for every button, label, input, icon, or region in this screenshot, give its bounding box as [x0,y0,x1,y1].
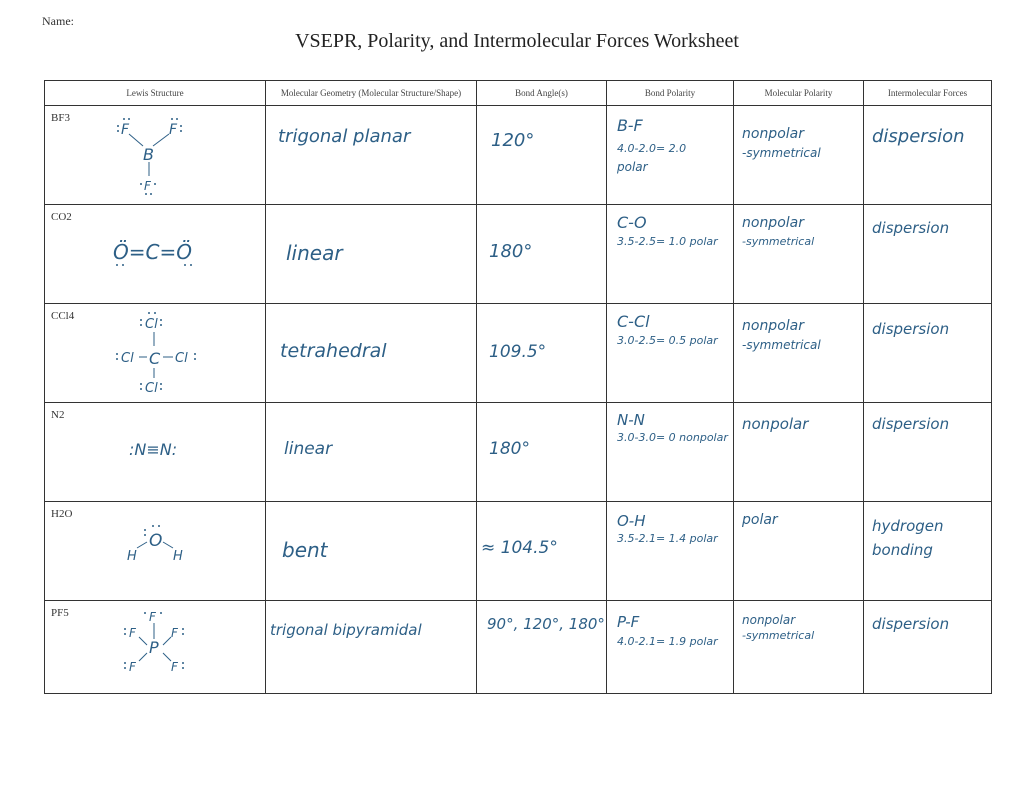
lewis-ligand: F [171,626,178,640]
lewis-ligand: F [149,610,156,624]
bond-calc: 4.0-2.1= 1.9 polar [617,635,718,648]
bond-angle-value: 109.5° [489,342,547,362]
lewis-structure-n2 [45,403,265,501]
lewis-ligand: Cl [145,317,158,332]
lewis-structure-co2 [45,205,265,303]
col-header-bond-polarity: Bond Polarity [607,81,734,106]
formula: H2O [51,508,73,520]
imf-value: dispersion [872,415,950,433]
bond-angle-value: 120° [491,130,535,151]
worksheet-title: VSEPR, Polarity, and Intermolecular Forces Worksheet [295,30,739,52]
lewis-text: Ö=C=Ö [113,240,192,264]
bond-result: polar [617,160,648,174]
lewis-ligand: Cl [175,351,188,366]
table-row [45,304,992,403]
lewis-structure-pf5 [45,601,265,693]
lewis-structure-h2o [45,502,265,600]
molecular-polarity-value: nonpolar [742,318,804,334]
imf-value: dispersion [872,126,965,147]
table-row [45,502,992,601]
lewis-ligand: F [129,660,136,674]
bond-pair: C-Cl [617,312,650,331]
bond-angle-value: 180° [489,439,530,459]
geometry-value: tetrahedral [280,340,387,362]
formula: CO2 [51,211,72,223]
lewis-structure-bf3 [45,106,265,204]
bond-calc: 3.5-2.1= 1.4 polar [617,532,718,545]
bond-angle-value: 180° [489,241,533,262]
lewis-ligand: H [127,549,137,564]
molecular-polarity-note: -symmetrical [742,146,821,160]
formula: N2 [51,409,65,421]
bond-calc: 3.0-3.0= 0 nonpolar [617,431,728,444]
col-header-molecular-polarity: Molecular Polarity [734,81,864,106]
col-header-imf: Intermolecular Forces [864,81,992,106]
molecular-polarity-value: nonpolar [742,215,804,231]
bond-calc: 3.5-2.5= 1.0 polar [617,235,718,248]
table-row [45,205,992,304]
lewis-ligand: H [173,549,183,564]
col-header-geometry: Molecular Geometry (Molecular Structure/Shape) [266,81,477,106]
lewis-ligand: F [129,626,136,640]
formula: BF3 [51,112,70,124]
geometry-value: linear [286,241,343,265]
header-row [45,81,992,106]
molecular-polarity-value: nonpolar [742,126,804,142]
bond-calc: 3.0-2.5= 0.5 polar [617,334,718,347]
bond-angle-value: 90°, 120°, 180° [487,615,605,633]
lewis-center: B [143,145,154,164]
table-row [45,106,992,205]
lewis-ligand: F [121,122,130,138]
formula: CCl4 [51,310,75,322]
name-label: Name: [42,14,74,28]
geometry-value: trigonal bipyramidal [270,621,422,639]
lewis-ligand: F [171,660,178,674]
imf-value: dispersion [872,615,950,633]
lewis-center: P [149,638,159,657]
lewis-structure-ccl4 [45,304,265,402]
molecular-polarity-note: -symmetrical [742,338,821,352]
molecular-polarity-value: nonpolar [742,415,809,433]
table-row [45,403,992,502]
bond-pair: O-H [617,512,646,530]
lewis-ligand: F [169,122,178,138]
formula: PF5 [51,607,69,619]
molecular-polarity-value: polar [742,512,778,528]
imf-value: dispersion [872,219,950,237]
geometry-value: linear [284,439,333,459]
col-header-angle: Bond Angle(s) [477,81,607,106]
molecular-polarity-note: -symmetrical [742,235,815,248]
bond-pair: C-O [617,213,647,232]
lewis-center: O [149,531,163,551]
molecular-polarity-note: -symmetrical [742,629,815,642]
col-header-lewis: Lewis Structure [45,81,266,106]
imf-value: hydrogen bonding [872,517,944,559]
bond-pair: P-F [617,613,640,631]
bond-pair: N-N [617,411,645,429]
lewis-text: :N≡N: [129,440,178,459]
table-row [45,601,992,694]
geometry-value: trigonal planar [278,126,411,147]
bond-pair: B-F [617,116,643,135]
lewis-center: C [149,349,161,368]
imf-value: dispersion [872,320,950,338]
molecular-polarity-value: nonpolar [742,613,796,627]
worksheet-table [44,80,992,694]
lewis-ligand: F [144,179,151,193]
lewis-ligand: Cl [145,381,158,396]
lewis-ligand: Cl [121,351,134,366]
bond-angle-value: ≈ 104.5° [481,538,558,558]
bond-calc: 4.0-2.0= 2.0 [617,142,687,155]
geometry-value: bent [282,538,328,562]
